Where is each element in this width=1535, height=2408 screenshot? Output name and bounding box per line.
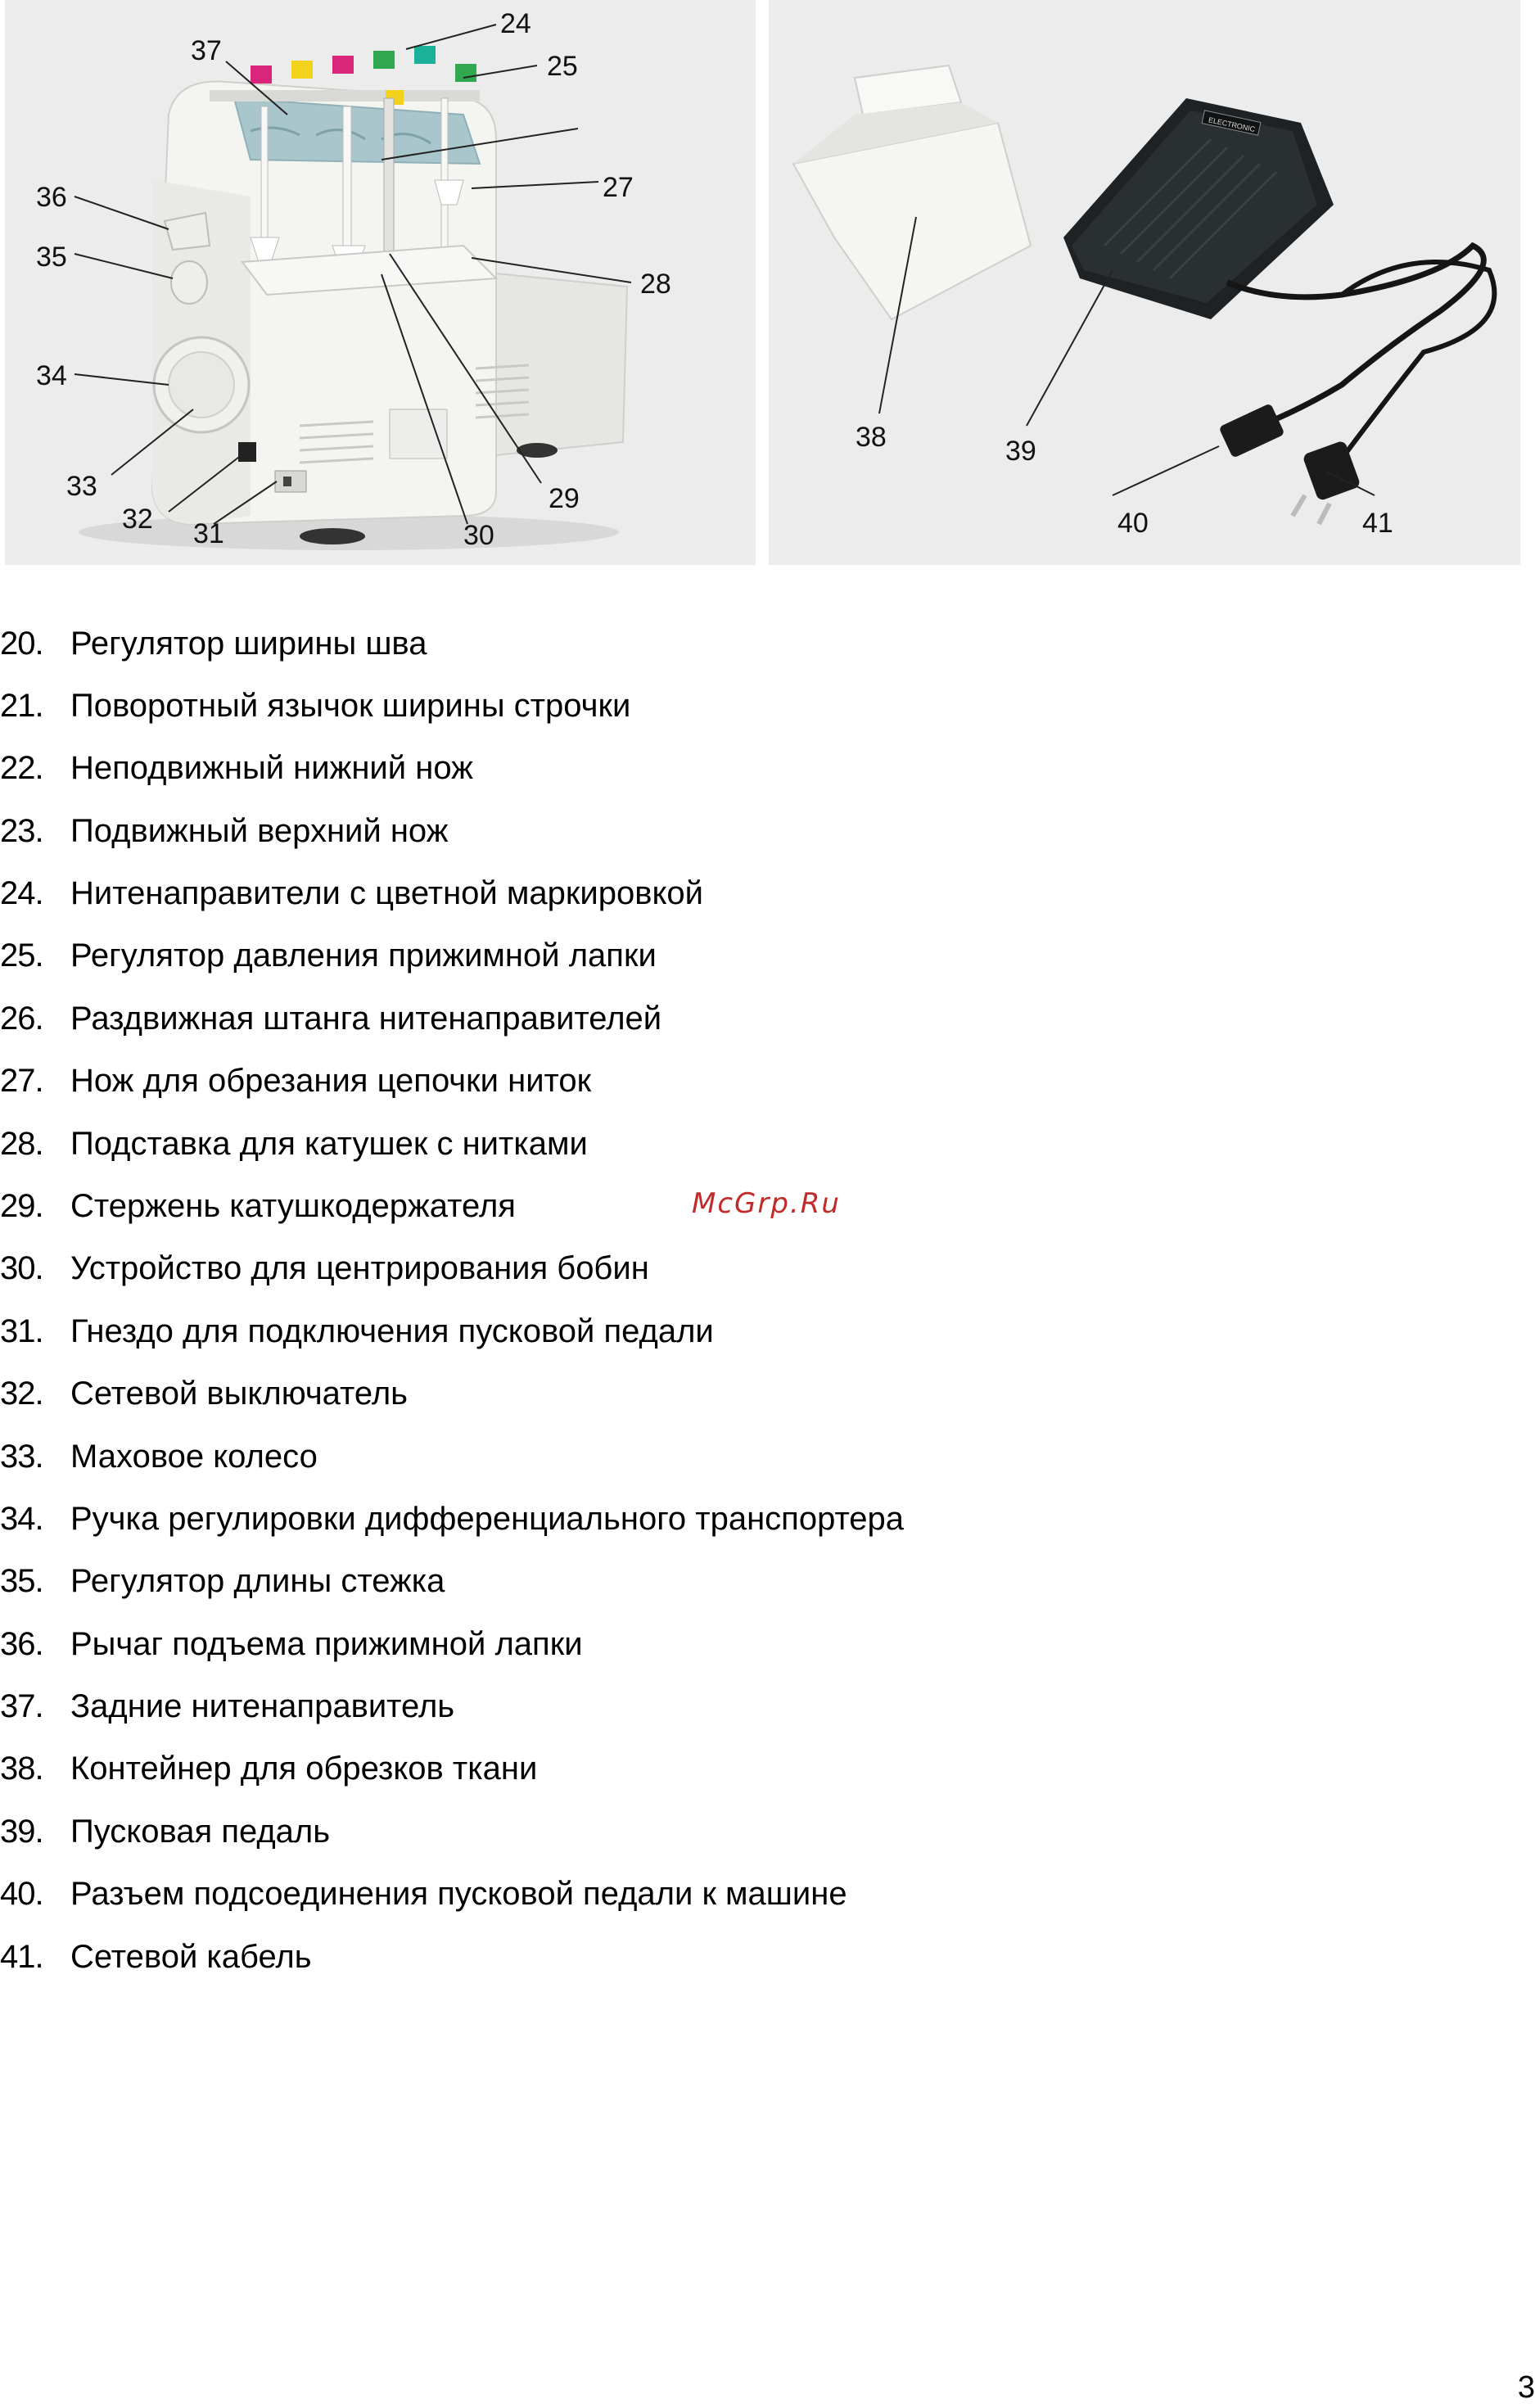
part-number: 33. bbox=[0, 1439, 43, 1475]
part-description: Маховое колесо bbox=[70, 1439, 318, 1475]
list-item bbox=[0, 1499, 1310, 1548]
part-description: Разъем подсоединения пусковой педали к машине bbox=[70, 1876, 847, 1912]
part-description: Гнездо для подключения пусковой педали bbox=[70, 1313, 714, 1349]
part-description: Регулятор ширины шва bbox=[70, 626, 427, 662]
callout-37: 37 bbox=[191, 35, 222, 66]
page-number: 3 bbox=[1517, 2370, 1535, 2405]
callout-41: 41 bbox=[1362, 508, 1393, 539]
list-item bbox=[0, 999, 1310, 1048]
list-item bbox=[0, 1937, 1310, 1986]
part-description: Раздвижная штанга нитенаправителей bbox=[70, 1001, 662, 1037]
list-item bbox=[0, 686, 1310, 735]
callout-24: 24 bbox=[500, 8, 531, 39]
part-number: 41. bbox=[0, 1939, 43, 1975]
pink-thread-marker-2 bbox=[332, 56, 354, 74]
list-item bbox=[0, 1186, 1310, 1236]
callout-35: 35 bbox=[36, 242, 67, 273]
part-description: Поворотный язычок ширины строчки bbox=[70, 688, 631, 724]
part-number: 30. bbox=[0, 1250, 43, 1286]
part-number: 35. bbox=[0, 1563, 43, 1599]
list-item bbox=[0, 1312, 1310, 1361]
list-item bbox=[0, 1061, 1310, 1110]
part-description: Подставка для катушек с нитками bbox=[70, 1126, 588, 1162]
part-number: 27. bbox=[0, 1063, 43, 1099]
list-item bbox=[0, 1437, 1310, 1486]
list-item bbox=[0, 1812, 1310, 1861]
part-number: 28. bbox=[0, 1126, 43, 1162]
list-item bbox=[0, 1124, 1310, 1173]
part-description: Регулятор длины стежка bbox=[70, 1563, 445, 1599]
part-number: 34. bbox=[0, 1501, 43, 1537]
callout-30: 30 bbox=[463, 520, 494, 551]
callout-40: 40 bbox=[1117, 508, 1149, 539]
part-description: Устройство для центрирования бобин bbox=[70, 1250, 649, 1286]
part-number: 20. bbox=[0, 626, 43, 662]
callout-39: 39 bbox=[1005, 436, 1036, 467]
part-description: Неподвижный нижний нож bbox=[70, 750, 473, 786]
part-description: Стержень катушкодержателя bbox=[70, 1188, 516, 1224]
part-number: 23. bbox=[0, 813, 43, 849]
part-number: 26. bbox=[0, 1001, 43, 1037]
list-item bbox=[0, 624, 1310, 673]
teal-thread-marker bbox=[414, 46, 436, 64]
part-description: Нитенаправители с цветной маркировкой bbox=[70, 875, 703, 911]
list-item bbox=[0, 1687, 1310, 1736]
part-number: 22. bbox=[0, 750, 43, 786]
part-number: 31. bbox=[0, 1313, 43, 1349]
part-description: Контейнер для обрезков ткани bbox=[70, 1751, 538, 1787]
part-description: Пусковая педаль bbox=[70, 1814, 331, 1850]
list-item bbox=[0, 811, 1310, 861]
part-number: 21. bbox=[0, 688, 43, 724]
callout-36: 36 bbox=[36, 182, 67, 213]
part-number: 39. bbox=[0, 1814, 43, 1850]
green-thread-marker-2 bbox=[455, 64, 476, 82]
callout-25: 25 bbox=[547, 51, 578, 82]
callout-33: 33 bbox=[66, 471, 97, 502]
part-description: Регулятор давления прижимной лапки bbox=[70, 937, 657, 974]
callout-38: 38 bbox=[856, 422, 887, 453]
power-switch bbox=[238, 442, 256, 462]
list-item bbox=[0, 748, 1310, 797]
list-item bbox=[0, 1374, 1310, 1423]
list-item bbox=[0, 1561, 1310, 1611]
yellow-thread-marker bbox=[291, 61, 313, 79]
list-item bbox=[0, 1624, 1310, 1674]
part-number: 40. bbox=[0, 1876, 43, 1912]
watermark: McGrp.Ru bbox=[692, 1187, 841, 1220]
pedal-brand-label: ELECTRONIC bbox=[1208, 115, 1256, 134]
waste-container-and-foot-pedal-photo bbox=[769, 0, 1520, 565]
part-number: 29. bbox=[0, 1188, 43, 1224]
part-description: Задние нитенаправитель bbox=[70, 1688, 455, 1724]
callout-29: 29 bbox=[549, 483, 580, 514]
part-number: 38. bbox=[0, 1751, 43, 1787]
pink-thread-marker bbox=[251, 66, 272, 84]
list-item bbox=[0, 1749, 1310, 1798]
part-description: Сетевой кабель bbox=[70, 1939, 312, 1975]
accessories-illustration bbox=[769, 0, 1520, 565]
list-item bbox=[0, 874, 1310, 923]
part-number: 32. bbox=[0, 1376, 43, 1412]
part-number: 37. bbox=[0, 1688, 43, 1724]
green-thread-marker bbox=[373, 51, 395, 69]
part-description: Сетевой выключатель bbox=[70, 1376, 409, 1412]
callout-32: 32 bbox=[122, 504, 153, 535]
list-item bbox=[0, 1874, 1310, 1923]
callout-31: 31 bbox=[193, 518, 224, 549]
callout-34: 34 bbox=[36, 360, 67, 391]
part-number: 36. bbox=[0, 1626, 43, 1662]
part-number: 25. bbox=[0, 937, 43, 974]
callout-27: 27 bbox=[603, 172, 634, 203]
part-description: Подвижный верхний нож bbox=[70, 813, 449, 849]
part-description: Нож для обрезания цепочки ниток bbox=[70, 1063, 592, 1099]
part-number: 24. bbox=[0, 875, 43, 911]
serger-machine-illustration bbox=[5, 0, 756, 565]
part-description: Рычаг подъема прижимной лапки bbox=[70, 1626, 583, 1662]
callout-28: 28 bbox=[640, 269, 671, 300]
serger-machine-photo bbox=[5, 0, 756, 565]
list-item bbox=[0, 936, 1310, 985]
part-description: Ручка регулировки дифференциального транспортера bbox=[70, 1501, 905, 1537]
list-item bbox=[0, 1249, 1310, 1298]
